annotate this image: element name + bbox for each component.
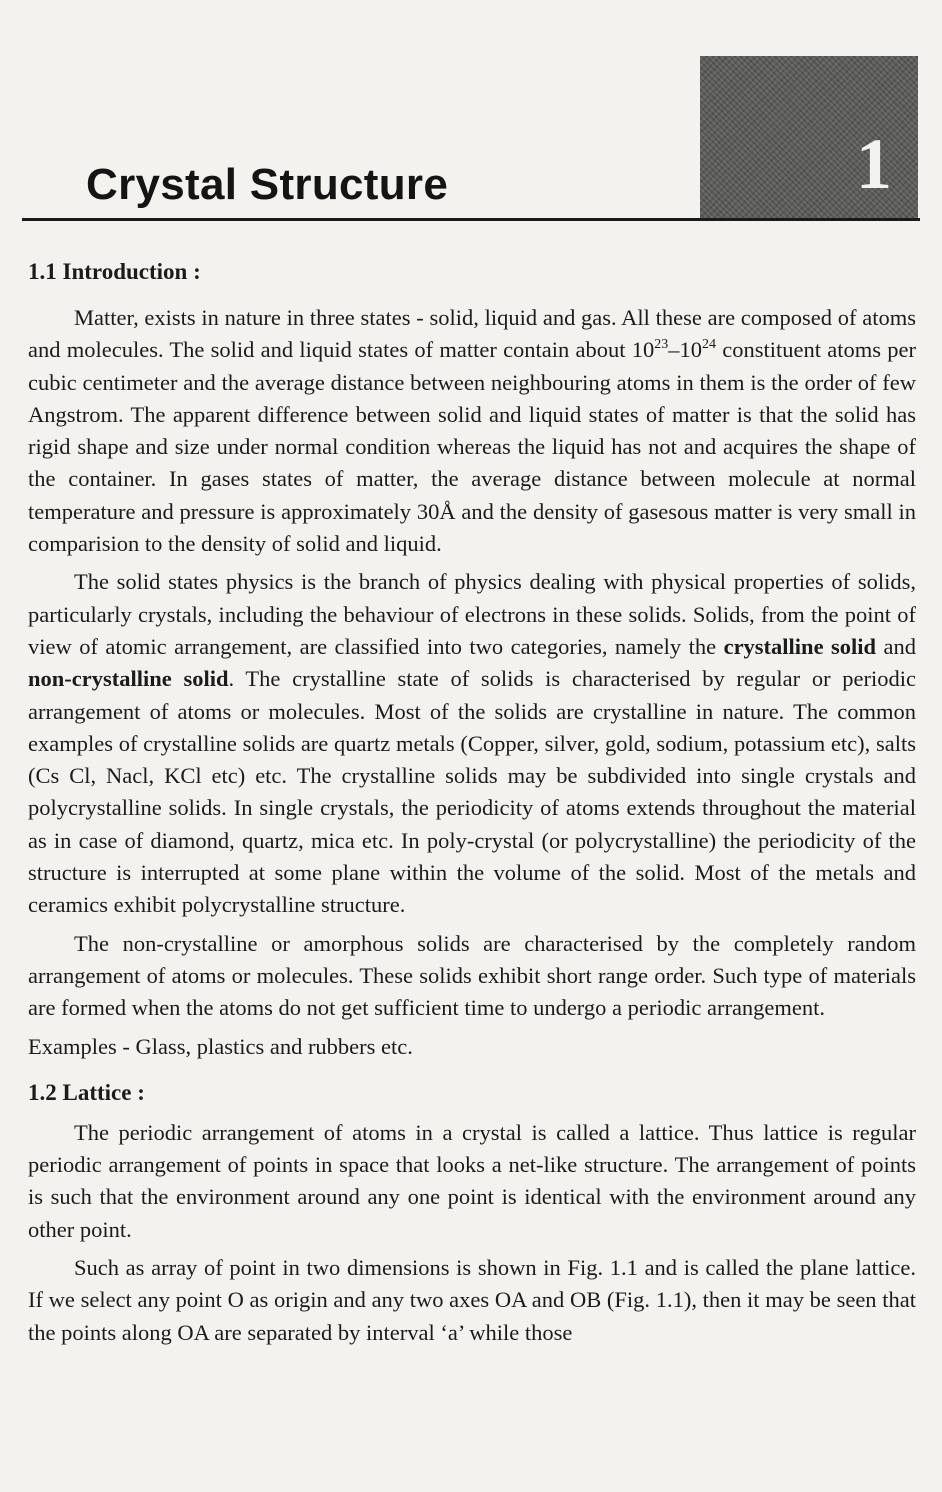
paragraph: [28, 302, 916, 560]
chapter-number-box: [700, 56, 918, 218]
section-heading-introduction: 1.1 Introduction :: [28, 259, 201, 284]
superscript: 24: [702, 337, 717, 353]
superscript: 23: [654, 337, 669, 353]
text-run: and: [876, 633, 916, 659]
paragraph: Such as array of point in two dimensions is shown in Fig. 1.1 and is called the plane lattice. If we select any point O as origin and any two axes OA and OB (Fig. 1.1), then it may be seen that the points along OA are separated by interval ‘a’ while those: [28, 1255, 916, 1345]
paragraph: [28, 566, 916, 921]
paragraph: Examples - Glass, plastics and rubbers etc.: [28, 1033, 413, 1059]
header-divider: [22, 218, 920, 221]
text-run: The solid states physics is the branch of physics dealing with physical properties of solids, particularly crystals, including the behaviour of electrons in these solids. Solids, from the point of view of atomic arrangement, are classified into two categories, namely the: [28, 569, 916, 659]
text-run: –10: [668, 337, 703, 363]
paragraph: The periodic arrangement of atoms in a crystal is called a lattice. Thus lattice is regular periodic arrangement of points in space that looks a net-like structure. The arrangement of points is such that the environment around any one point is identical with the environment around any other point.: [28, 1119, 916, 1242]
bold-term: non-crystalline solid: [28, 666, 229, 692]
chapter-title: Crystal Structure: [86, 160, 449, 209]
text-run: Matter, exists in nature in three states - solid, liquid and gas. All these are composed of atoms and molecules. The solid and liquid states of matter contain about 10: [28, 305, 916, 363]
chapter-number: 1: [856, 124, 892, 204]
bold-term: crystalline solid: [723, 633, 877, 659]
section-heading-lattice: 1.2 Lattice :: [28, 1079, 145, 1105]
text-run: constituent atoms per cubic centimeter and the average distance between neighbouring atoms in them is the order of few Angstrom. The apparent difference between solid and liquid states of matter is that the solid has rigid shape and size under normal condition whereas the liquid has not and acquires the shape of the container. In gases states of matter, the average distance between molecule at normal temperature and pressure is approximately 30Å and the density of gasesous matter is very small in comparision to the density of solid and liquid.: [28, 337, 916, 557]
text-run: . The crystalline state of solids is characterised by regular or periodic arrangement of atoms or molecules. Most of the solids are crystalline in nature. The common examples of crystalline solids are quartz metals (Copper, silver, gold, sodium, potassium etc), salts (Cs Cl, Nacl, KCl etc) etc. The crystalline solids may be subdivided into single crystals and polycrystalline solids. In single crystals, the periodicity of atoms extends throughout the material as in case of diamond, quartz, mica etc. In poly-crystal (or polycrystalline) the periodicity of the structure is interrupted at some plane within the volume of the solid. Most of the metals and ceramics exhibit polycrystalline structure.: [28, 666, 916, 918]
paragraph: The non-crystalline or amorphous solids are characterised by the completely random arrangement of atoms or molecules. These solids exhibit short range order. Such type of materials are formed when the atoms do not get sufficient time to undergo a periodic arrangement.: [28, 930, 916, 1021]
body-text: [28, 252, 916, 1355]
